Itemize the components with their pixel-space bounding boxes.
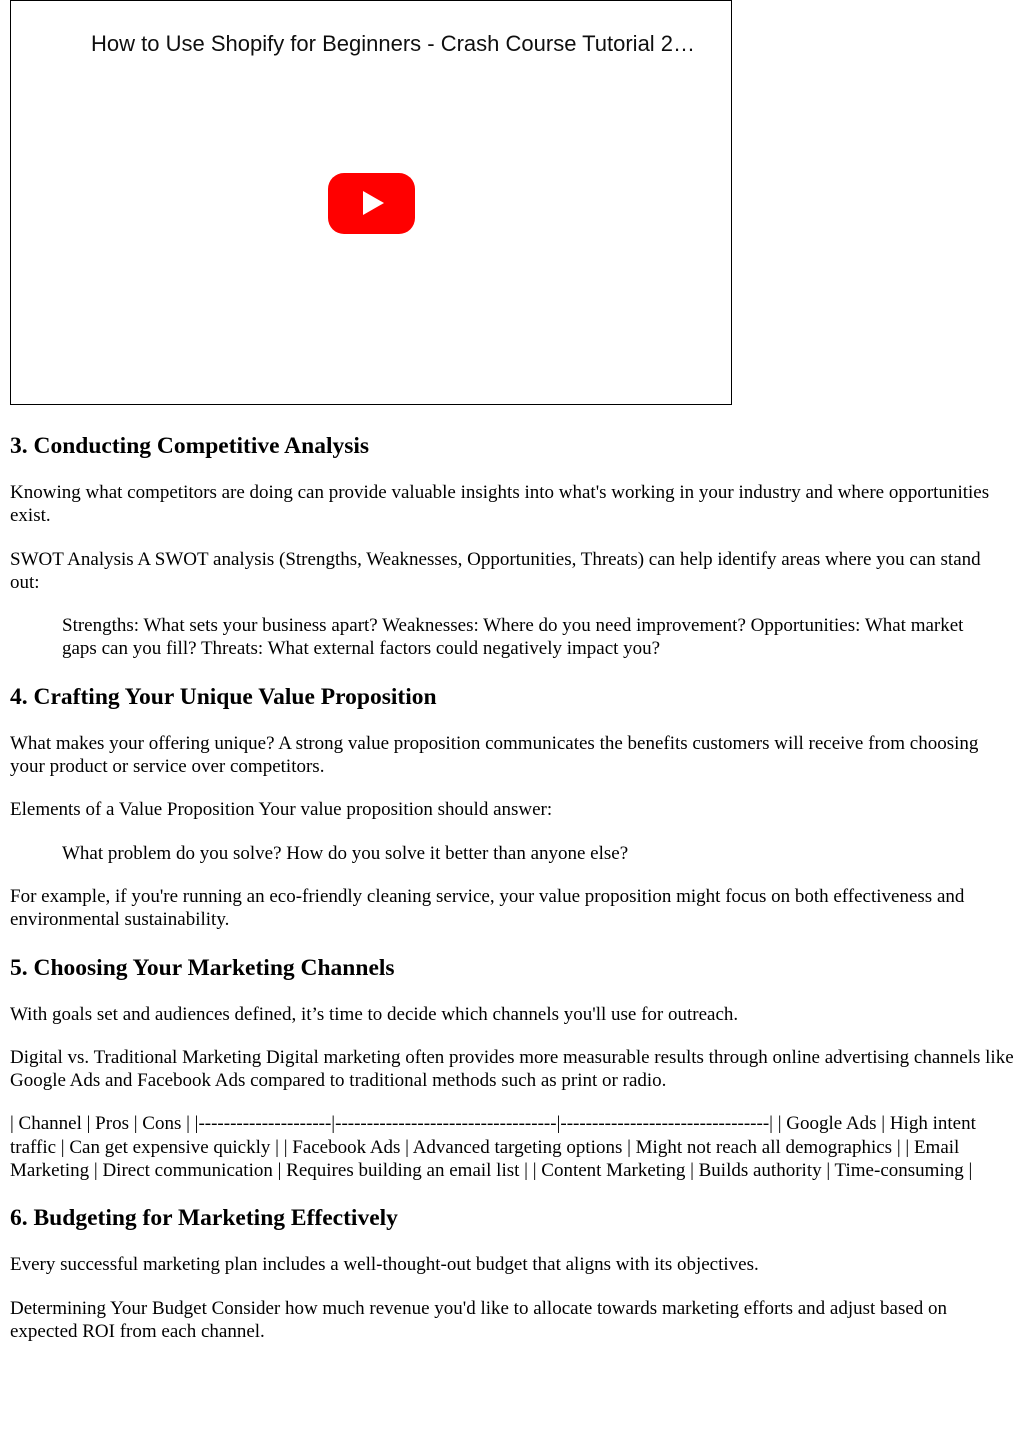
paragraph-value-intro: What makes your offering unique? A strong value proposition communicates the benefits customers will receive from choosing your product or service over competitors. [10,732,979,778]
article-content [10,0,1014,1343]
paragraph-digital-vs-traditional: Digital vs. Traditional Marketing Digital marketing often provides more measurable results through online advertising channels like Google Ads and Facebook Ads compared to traditional methods such as print or radio. [10,1046,1014,1092]
heading-marketing-channels: 5. Choosing Your Marketing Channels [10,954,395,981]
paragraph-channels-table-text: | Channel | Pros | Cons | |---------------------|-----------------------------------|---------------------------------| | Google Ads | High intent traffic | Can get expensive quickly | | Facebook Ads | Advanced targeting options | Might not reach all demographics | | Email Marketing | Direct communication | Requires building an email list | | Content Marketing | Builds authority | Time-consuming | [10,1113,976,1182]
paragraph-competitive-intro: Knowing what competitors are doing can provide valuable insights into what's working in your industry and where opportunities exist. [10,482,990,527]
blockquote-swot: Strengths: What sets your business apart? Weaknesses: Where do you need improvement? Opportunities: What market gaps can you fill? Threats: What external factors could negatively impact you? [62,615,964,660]
play-triangle-icon [363,191,384,215]
video-embed[interactable] [10,0,732,405]
heading-budgeting: 6. Budgeting for Marketing Effectively [10,1205,398,1232]
paragraph-value-elements: Elements of a Value Proposition Your value proposition should answer: [10,799,553,821]
blockquote-value-elements: What problem do you solve? How do you solve it better than anyone else? [62,842,629,864]
youtube-play-icon[interactable] [328,173,415,234]
paragraph-value-example: For example, if you're running an eco-friendly cleaning service, your value proposition might focus on both effectiveness and environmental sustainability. [10,885,965,931]
paragraph-channels-intro: With goals set and audiences defined, it’s time to decide which channels you'll use for outreach. [10,1003,739,1025]
heading-competitive-analysis: 3. Conducting Competitive Analysis [10,433,370,459]
paragraph-swot: SWOT Analysis A SWOT analysis (Strengths, Weaknesses, Opportunities, Threats) can help identify areas where you can stand out: [10,548,981,593]
paragraph-determining-budget: Determining Your Budget Consider how much revenue you'd like to allocate towards marketing efforts and adjust based on expected ROI from each channel. [10,1297,948,1342]
paragraph-budget-intro: Every successful marketing plan includes a well-thought-out budget that aligns with its objectives. [10,1254,759,1276]
video-title[interactable]: How to Use Shopify for Beginners - Crash Course Tutorial 2… [91,31,696,56]
heading-value-proposition: 4. Crafting Your Unique Value Proposition [10,683,437,710]
